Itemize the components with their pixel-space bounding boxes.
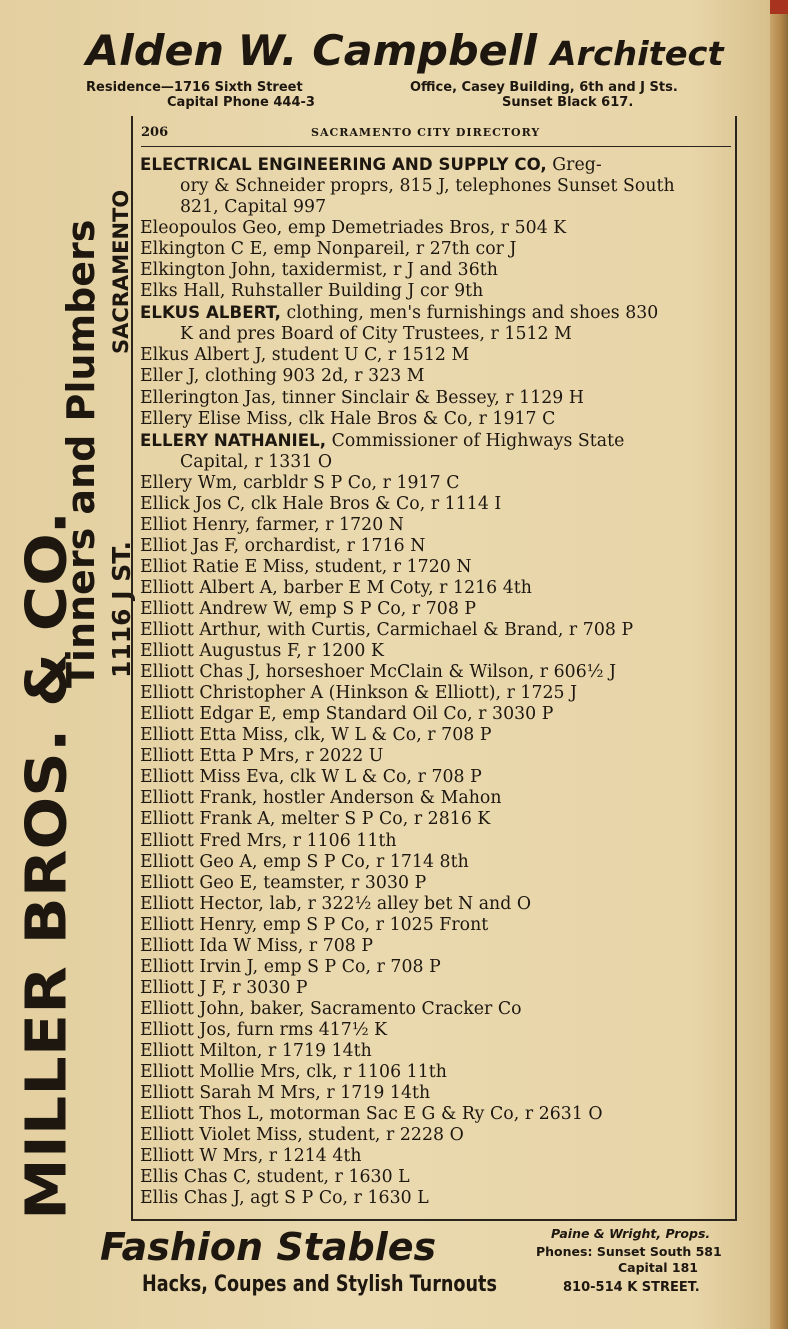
entry-text: Elliott Frank, hostler Anderson & Mahon xyxy=(140,788,502,809)
header-office-phone: Sunset Black 617. xyxy=(502,95,634,110)
entry-text: Elliott J F, r 3030 P xyxy=(140,977,308,998)
entry-text: Ellerington Jas, tinner Sinclair & Bessey, r 1129 H xyxy=(140,387,584,408)
directory-entry xyxy=(140,788,738,809)
footer-ad-subtitle: Hacks, Coupes and Stylish Turnouts xyxy=(142,1272,497,1297)
directory-entry xyxy=(140,1188,738,1209)
directory-entry xyxy=(140,218,738,239)
header-title-part2: W. Campbell xyxy=(237,26,538,75)
entry-text: Elkington John, taxidermist, r J and 36th xyxy=(140,260,498,281)
header-residence: Residence—1716 Sixth Street xyxy=(86,80,303,95)
entry-text: Elliott Mollie Mrs, clk, r 1106 11th xyxy=(140,1062,447,1083)
entry-text: ory & Schneider proprs, 815 J, telephones Sunset South xyxy=(180,176,675,197)
directory-entry xyxy=(140,599,738,620)
header-title-part1: Alden xyxy=(86,26,225,75)
directory-entry xyxy=(140,662,738,683)
directory-entry xyxy=(140,388,738,409)
entry-continuation xyxy=(140,197,738,218)
entry-text: Elliott Violet Miss, student, r 2228 O xyxy=(140,1125,464,1146)
entry-text: Elliot Jas F, orchardist, r 1716 N xyxy=(140,535,426,556)
directory-entry xyxy=(140,578,738,599)
entry-text: Elliott Chas J, horseshoer McClain & Wilson, r 606½ J xyxy=(140,662,617,683)
entry-text: Ellick Jos C, clk Hale Bros & Co, r 1114 I xyxy=(140,493,502,514)
directory-entry xyxy=(140,1062,738,1083)
entry-text: Ellis Chas C, student, r 1630 L xyxy=(140,1167,410,1188)
directory-entry xyxy=(140,641,738,662)
entry-continuation xyxy=(140,176,738,197)
entry-text: Elliott Fred Mrs, r 1106 11th xyxy=(140,830,397,851)
directory-entry xyxy=(140,154,738,176)
directory-entry xyxy=(140,1041,738,1062)
entry-text: Elliott Hector, lab, r 322½ alley bet N and O xyxy=(140,893,532,914)
directory-entry xyxy=(140,852,738,873)
entry-text: Elliott Geo A, emp S P Co, r 1714 8th xyxy=(140,851,469,872)
header-title-part3: Architect xyxy=(550,34,724,73)
entry-text: Elliott Miss Eva, clk W L & Co, r 708 P xyxy=(140,767,482,788)
header-residence-phone: Capital Phone 444-3 xyxy=(167,95,315,110)
entry-text: Elliott Geo E, teamster, r 3030 P xyxy=(140,872,427,893)
directory-entry xyxy=(140,809,738,830)
directory-entry xyxy=(140,430,738,452)
entry-text: Elliott Augustus F, r 1200 K xyxy=(140,641,384,662)
entry-text: Elliot Ratie E Miss, student, r 1720 N xyxy=(140,556,472,577)
directory-entry xyxy=(140,536,738,557)
directory-entry xyxy=(140,345,738,366)
entry-text: K and pres Board of City Trustees, r 1512 M xyxy=(180,324,572,345)
entry-text: Ellis Chas J, agt S P Co, r 1630 L xyxy=(140,1188,429,1209)
directory-entry xyxy=(140,1083,738,1104)
entry-text: Commissioner of Highways State xyxy=(326,430,625,451)
directory-entry xyxy=(140,1167,738,1188)
directory-entry xyxy=(140,557,738,578)
directory-entry xyxy=(140,1020,738,1041)
entry-text: Elliott Henry, emp S P Co, r 1025 Front xyxy=(140,914,489,935)
entry-text: 821, Capital 997 xyxy=(180,197,327,218)
entry-text: Elliott Jos, furn rms 417½ K xyxy=(140,1019,388,1040)
entry-text: Elliott Christopher A (Hinkson & Elliott), r 1725 J xyxy=(140,683,578,704)
entry-text: Elliott W Mrs, r 1214 4th xyxy=(140,1146,362,1167)
directory-entry xyxy=(140,1125,738,1146)
side-ad-city: SACRAMENTO xyxy=(109,189,133,354)
entry-text: Elks Hall, Ruhstaller Building J cor 9th xyxy=(140,281,484,302)
entry-text: Elliott Sarah M Mrs, r 1719 14th xyxy=(140,1083,431,1104)
running-head-title: SACRAMENTO CITY DIRECTORY xyxy=(311,126,541,139)
entry-continuation xyxy=(140,324,738,345)
page-edge xyxy=(770,0,788,1329)
entry-text: clothing, men's furnishings and shoes 830 xyxy=(281,303,659,324)
directory-entry xyxy=(140,915,738,936)
footer-proprietors: Paine & Wright, Props. xyxy=(551,1226,711,1241)
directory-entry xyxy=(140,831,738,852)
entry-text: Elkus Albert J, student U C, r 1512 M xyxy=(140,345,470,366)
directory-entry xyxy=(140,281,738,302)
directory-entry xyxy=(140,620,738,641)
entry-text: Eller J, clothing 903 2d, r 323 M xyxy=(140,366,425,387)
side-ad-address: 1116 J ST. xyxy=(107,540,136,678)
entry-text: Elliot Henry, farmer, r 1720 N xyxy=(140,514,404,535)
header-ad-title xyxy=(86,24,759,81)
entry-text: Elkington C E, emp Nonpareil, r 27th cor J xyxy=(140,239,517,260)
directory-entry xyxy=(140,725,738,746)
entry-text: Elliott Albert A, barber E M Coty, r 1216 4th xyxy=(140,577,532,598)
running-head xyxy=(141,124,731,147)
entry-bold-name: ELECTRICAL ENGINEERING AND SUPPLY CO, xyxy=(140,155,547,174)
header-office: Office, Casey Building, 6th and J Sts. xyxy=(410,80,678,95)
entry-bold-name: ELKUS ALBERT, xyxy=(140,303,282,323)
directory-entries xyxy=(140,154,738,1209)
directory-entry xyxy=(140,473,738,494)
directory-entry xyxy=(140,239,738,260)
entry-text: Ellery Elise Miss, clk Hale Bros & Co, r 1917 C xyxy=(140,408,556,429)
directory-entry xyxy=(140,494,738,515)
side-ad-trade: Tinners and Plumbers xyxy=(59,219,103,688)
directory-entry xyxy=(140,746,738,767)
footer-ad-title: Fashion Stables xyxy=(100,1225,437,1269)
footer-address: 810-514 K STREET. xyxy=(563,1280,700,1295)
entry-text: Greg- xyxy=(546,155,602,175)
directory-entry xyxy=(140,957,738,978)
entry-text: Elliott Thos L, motorman Sac E G & Ry Co, r 2631 O xyxy=(140,1104,603,1125)
directory-entry xyxy=(140,683,738,704)
entry-text: Elliott Etta P Mrs, r 2022 U xyxy=(140,746,384,767)
directory-entry xyxy=(140,409,738,430)
entry-continuation xyxy=(140,452,738,473)
footer-capital: Capital 181 xyxy=(618,1260,698,1275)
entry-bold-name: ELLERY NATHANIEL, xyxy=(140,430,327,450)
directory-entry xyxy=(140,302,738,324)
entry-text: Elliott Andrew W, emp S P Co, r 708 P xyxy=(140,598,477,619)
directory-entry xyxy=(140,894,738,915)
entry-text: Elliott Irvin J, emp S P Co, r 708 P xyxy=(140,956,441,977)
directory-entry xyxy=(140,515,738,536)
directory-entry xyxy=(140,999,738,1020)
entry-text: Eleopoulos Geo, emp Demetriades Bros, r 504 K xyxy=(140,218,567,239)
entry-text: Elliott John, baker, Sacramento Cracker Co xyxy=(140,998,522,1019)
directory-entry xyxy=(140,978,738,999)
directory-entry xyxy=(140,366,738,387)
page-number: 206 xyxy=(141,125,169,140)
directory-entry xyxy=(140,767,738,788)
entry-text: Elliott Edgar E, emp Standard Oil Co, r 3030 P xyxy=(140,704,554,725)
directory-entry xyxy=(140,936,738,957)
directory-entry xyxy=(140,704,738,725)
entry-text: Elliott Arthur, with Curtis, Carmichael & Brand, r 708 P xyxy=(140,620,634,641)
side-ad-company: MILLER BROS. & CO. xyxy=(13,510,80,1220)
entry-text: Capital, r 1331 O xyxy=(180,451,333,472)
entry-text: Elliott Ida W Miss, r 708 P xyxy=(140,935,374,956)
directory-entry xyxy=(140,1146,738,1167)
directory-entry xyxy=(140,873,738,894)
side-advertisement xyxy=(10,128,136,1220)
directory-entry xyxy=(140,260,738,281)
directory-entry xyxy=(140,1104,738,1125)
footer-phones: Phones: Sunset South 581 xyxy=(536,1244,722,1259)
entry-text: Elliott Frank A, melter S P Co, r 2816 K xyxy=(140,809,491,830)
page-edge-ribbon xyxy=(770,0,788,14)
entry-text: Ellery Wm, carbldr S P Co, r 1917 C xyxy=(140,472,460,493)
entry-text: Elliott Milton, r 1719 14th xyxy=(140,1040,372,1061)
entry-text: Elliott Etta Miss, clk, W L & Co, r 708 P xyxy=(140,725,492,746)
